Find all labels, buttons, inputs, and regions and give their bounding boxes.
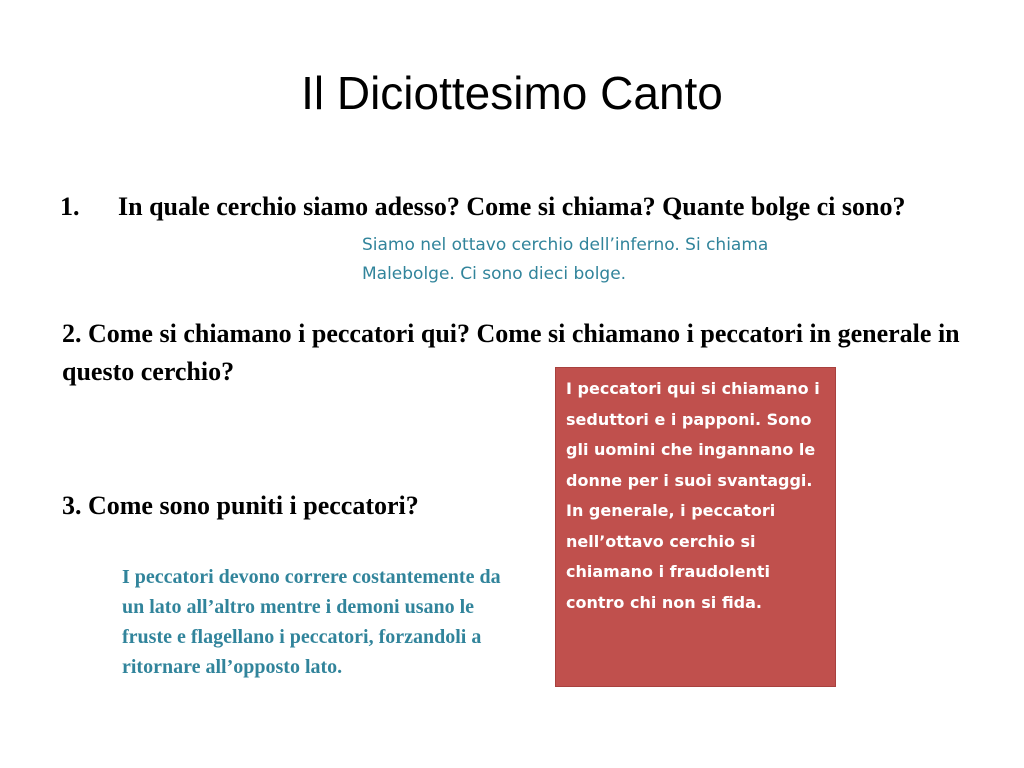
answer-2-text: I peccatori qui si chiamano i seduttori e i papponi. Sono gli uomini che ingannano le donne per i suoi svantaggi. In generale, i peccatori nell’ottavo cerchio si chiamano i fraudolenti contro chi non si fida. [566,379,820,612]
answer-3-text: I peccatori devono correre costantemente da un lato all’altro mentre i demoni usano le fruste e flagellano i peccatori, forzandoli a ritornare all’opposto lato. [122,566,501,678]
answer-1-text: Siamo nel ottavo cerchio dell’inferno. Si chiama Malebolge. Ci sono dieci bolge. [362,235,769,284]
question-1-text: In quale cerchio siamo adesso? Come si chiama? Quante bolge ci sono? [118,192,906,221]
slide-title: Il Diciottesimo Canto [301,67,723,119]
question-2-text: 2. Come si chiamano i peccatori qui? Come si chiamano i peccatori in generale in questo cerchio? [62,319,960,386]
answer-2-callout [555,367,836,687]
question-3-text: 3. Come sono puniti i peccatori? [62,491,419,520]
question-1-number: 1. [60,192,80,221]
